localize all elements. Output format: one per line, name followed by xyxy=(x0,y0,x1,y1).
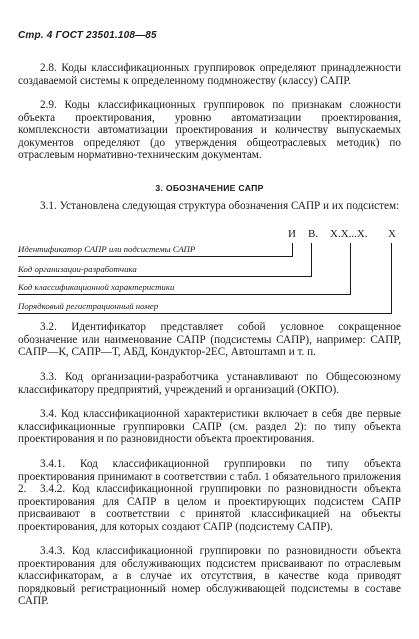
paragraph-3-4-1: 3.4.1. Код классификационной группировки по типу объекта проектирования принимают в соответствии с табл. 1 обязательного приложения 2. xyxy=(18,458,401,496)
underline-classification xyxy=(18,294,351,295)
underline-organization xyxy=(18,276,312,277)
connector-registration xyxy=(391,243,392,313)
paragraph-3-4: 3.4. Код классификационной характеристики включает в себя две первые классификационные группировки САПР (см. раздел 2): по типу объекта проектирования и по разновидности объекта проектирования. xyxy=(18,408,401,446)
paragraph-3-4-3: 3.4.3. Код классификационной группировки по разновидности объекта проектирования для обслуживающих подсистем присваивают по отраслевым классификаторам, а в случае их отсутствия, в качестве кода приводят порядковый регистрационный номер обслуживающей подсистемы в составе САПР. xyxy=(18,545,401,608)
code-part-classification: Х.Х...Х. xyxy=(330,228,368,240)
paragraph-3-4-2: 3.4.2. Код классификационной группировки по разновидности объекта проектирования для САПР в целом и проектирующих подсистем САПР присваивают в соответствии с принятой классификацией на объекты проектирования, для которых создают САПР (подсистему САПР). xyxy=(18,483,401,533)
section-heading: 3. ОБОЗНАЧЕНИЕ САПР xyxy=(155,183,264,193)
paragraph-3-3: 3.3. Код организации-разработчика устанавливают по Общесоюзному классификатору предприятий, учреждений и организаций (ОКПО). xyxy=(18,371,401,396)
underline-identifier xyxy=(18,256,293,257)
label-organization: Код организации-разработчика xyxy=(18,264,137,274)
connector-identifier xyxy=(292,243,293,256)
label-classification: Код классификационной характеристики xyxy=(18,282,175,292)
paragraph-3-1: 3.1. Установлена следующая структура обозначения САПР и их подсистем: xyxy=(40,200,400,212)
paragraph-2-9: 2.9. Коды классификационных группировок по признакам сложности объекта проектирования, уровню автоматизации проектирования, комплексности автоматизации проектирования и количеству выпускаемых документов определяют (до утверждения общеотраслевых методик) по отраслевым нормативно-техническим документам. xyxy=(18,99,401,162)
label-registration: Порядковый регистрационный номер xyxy=(18,301,159,311)
label-identifier: Идентификатор САПР или подсистемы САПР xyxy=(18,244,196,254)
code-part-identifier: И xyxy=(288,228,296,240)
designation-structure-diagram xyxy=(18,228,401,314)
paragraph-3-2: 3.2. Идентификатор представляет собой условное сокращенное обозначение или наименование САПР (подсистемы САПР), например: САПР, САПР—К, САПР—Т, АБД, Кондуктор-2ЕС, Автоштамп и т. п. xyxy=(18,321,401,359)
paragraph-2-8: 2.8. Коды классификационных группировок определяют принадлежности создаваемой системы к определенному подмножеству (классу) САПР. xyxy=(18,62,401,87)
connector-organization xyxy=(311,243,312,276)
code-part-registration: Х xyxy=(388,228,396,240)
page-header: Стр. 4 ГОСТ 23501.108—85 xyxy=(18,30,157,41)
connector-classification xyxy=(350,243,351,294)
code-part-organization: В. xyxy=(308,228,319,240)
underline-registration xyxy=(18,313,392,314)
